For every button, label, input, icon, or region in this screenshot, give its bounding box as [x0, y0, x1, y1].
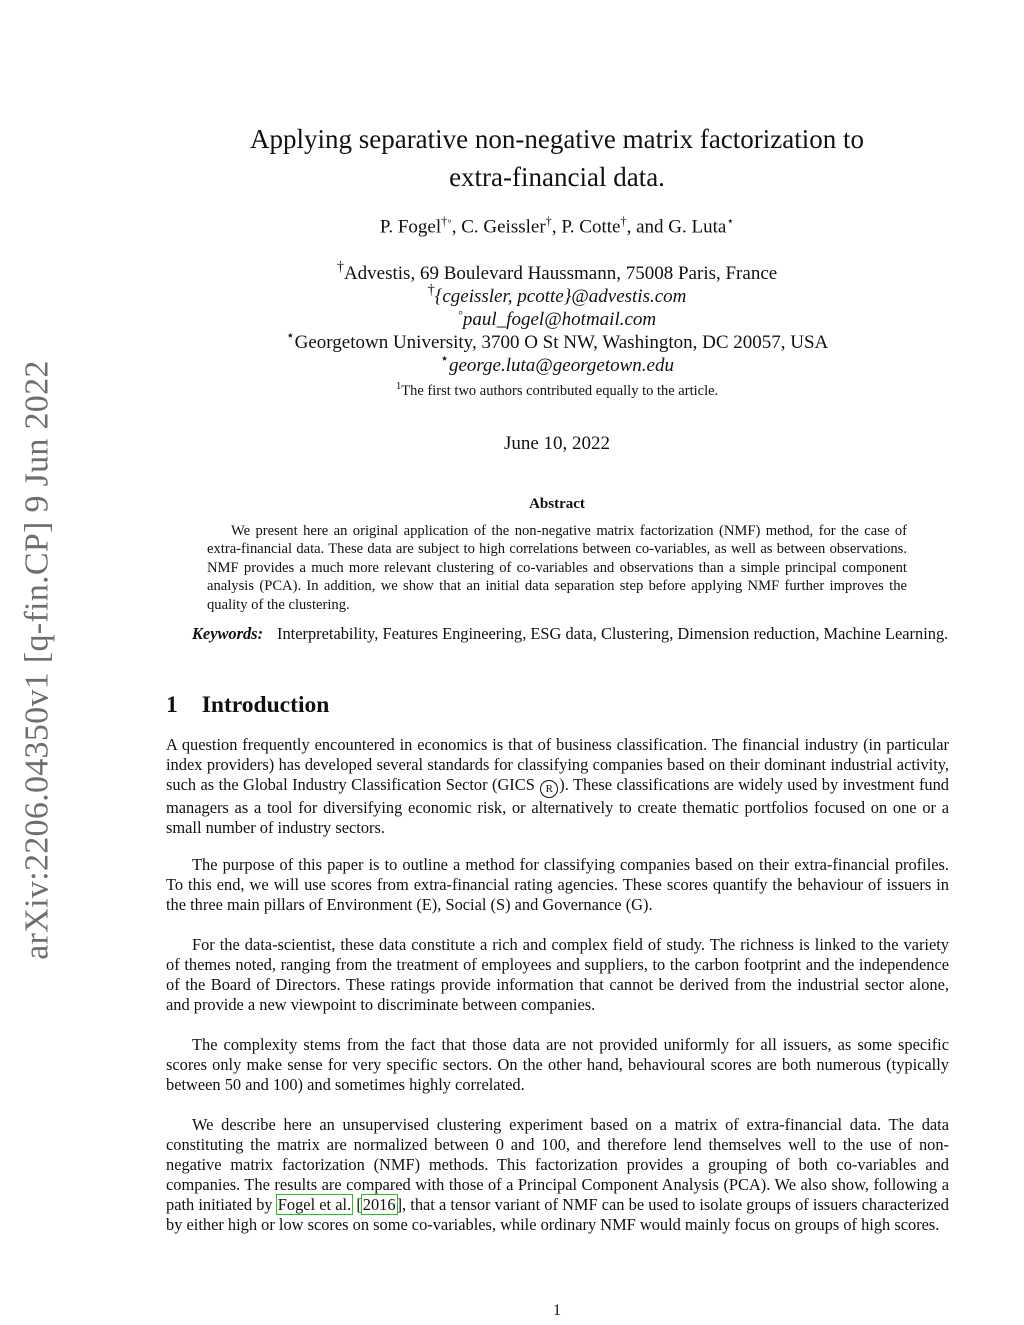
affiliation-georgetown-email	[150, 348, 964, 377]
paragraph-3	[166, 935, 949, 1015]
section-title: Introduction	[201, 692, 330, 718]
page-number: 1	[553, 1302, 561, 1319]
paragraph-5-text-a: We describe here an unsupervised clustering experiment based on a matrix of extra-financial data. The data constituting the matrix are normalized between 0 and 100, and therefore lend themselves well to the use of non-negative matrix factorization (NMF) methods. This factorization provides a grouping of both co-variables and companies. The results are compared with those of a Principal Component Analysis (PCA). We also show, following a path initiated by	[166, 1115, 949, 1214]
author-luta-mark: ⋆	[726, 214, 735, 228]
affiliation-mark-dagger-2: †	[427, 282, 435, 298]
affiliation-mark-dagger: †	[336, 259, 344, 275]
paper-date: June 10, 2022	[503, 433, 611, 454]
affiliation-mark-star: ⋆	[285, 328, 295, 344]
registered-icon: R	[540, 780, 558, 798]
citation-link-authors[interactable]: Fogel et al.	[277, 1195, 352, 1214]
affiliation-georgetown-email-text: george.luta@georgetown.edu	[448, 354, 674, 376]
equal-contribution-note	[150, 380, 964, 400]
title-line-2: extra-financial data.	[449, 162, 665, 192]
paragraph-5	[166, 1115, 949, 1235]
paragraph-5-bracket: [	[352, 1195, 362, 1214]
paragraph-1-text-a: A question frequently encountered in economics is that of business classification. The financial industry (in particular index providers) has developed several standards for classifying companies based on their dominant industrial activity, such as the Global Industry Classification Sector (GICS	[166, 735, 949, 794]
paragraph-3-text: For the data-scientist, these data constitute a rich and complex field of study. The richness is linked to the variety of themes noted, ranging from the treatment of employees and suppliers, to the carbon footprint and the independence of the Board of Directors. These ratings provide information that cannot be derived from the industrial sector alone, and provide a new viewpoint to discriminate between companies.	[166, 935, 949, 1014]
affiliation-advestis-email-text: {cgeissler, pcotte}@advestis.com	[434, 285, 687, 307]
paragraph-2	[166, 855, 949, 915]
keywords-list: Interpretability, Features Engineering, ESG data, Clustering, Dimension reduction, Machine Learning.	[277, 624, 949, 643]
author-fogel: P. Fogel	[379, 216, 442, 238]
note-text: The first two authors contributed equally to the article.	[401, 382, 719, 399]
arxiv-sidebar	[8, 362, 68, 958]
author-luta: , and G. Luta	[626, 216, 727, 238]
author-list	[150, 214, 964, 238]
paragraph-1	[166, 735, 949, 838]
citation-link-year[interactable]: 2016	[362, 1195, 396, 1214]
paragraph-1-text-b: ). These classifications are widely used by investment fund managers as a tool for diversifying economic risk, or alternatively to create thematic portfolios focused on one or a small number of industry sectors.	[166, 775, 949, 837]
author-cotte-mark: †	[620, 214, 627, 228]
abstract-heading: Abstract	[529, 496, 585, 512]
author-cotte: , P. Cotte	[551, 216, 621, 238]
author-geissler-mark: †	[545, 214, 552, 228]
affiliation-georgetown-text: Georgetown University, 3700 O St NW, Washington, DC 20057, USA	[294, 331, 829, 353]
section-heading-introduction	[166, 692, 329, 719]
paper-title	[150, 120, 964, 196]
affiliation-fogel-email-text: paul_fogel@hotmail.com	[462, 308, 657, 330]
paragraph-4	[166, 1035, 949, 1095]
affiliation-advestis-text: Advestis, 69 Boulevard Haussmann, 75008 Paris, France	[343, 262, 778, 284]
author-fogel-mark: †◦	[441, 214, 452, 228]
affiliation-mark-circ: ◦	[457, 305, 463, 321]
keywords	[166, 624, 949, 645]
author-geissler: , C. Geissler	[451, 216, 546, 238]
paragraph-5-text-b: ], that a tensor variant of NMF can be used to isolate groups of issuers characterized by either high or low scores on some co-variables, while ordinary NMF would mainly focus on groups of high scores.	[166, 1195, 949, 1234]
paragraph-4-text: The complexity stems from the fact that those data are not provided uniformly for all issuers, as some specific scores only make sense for very specific sectors. On the other hand, behavioural scores are both numerous (typically between 50 and 100) and sometimes highly correlated.	[166, 1035, 949, 1094]
title-line-1: Applying separative non-negative matrix factorization to	[249, 124, 865, 154]
paragraph-2-text: The purpose of this paper is to outline a method for classifying companies based on their extra-financial profiles. To this end, we will use scores from extra-financial rating agencies. These scores quantify the behaviour of issuers in the three main pillars of Environment (E), Social (S) and Governance (G).	[166, 855, 949, 914]
abstract-body: We present here an original application of the non-negative matrix factorization (NMF) method, for the case of extra-financial data. These data are subject to high correlations between co-variables, as well as between observations. NMF provides a much more relevant clustering of co-variables and observations than a simple principal component analysis (PCA). In addition, we show that an initial data separation step before applying NMF further improves the quality of the clustering.	[207, 523, 907, 613]
arxiv-identifier: arXiv:2206.04350v1 [q-fin.CP] 9 Jun 2022	[19, 360, 57, 960]
affiliation-mark-star-2: ⋆	[440, 351, 449, 367]
note-mark: 1	[395, 380, 402, 392]
keywords-label: Keywords:	[192, 624, 264, 643]
section-number: 1	[166, 692, 178, 718]
